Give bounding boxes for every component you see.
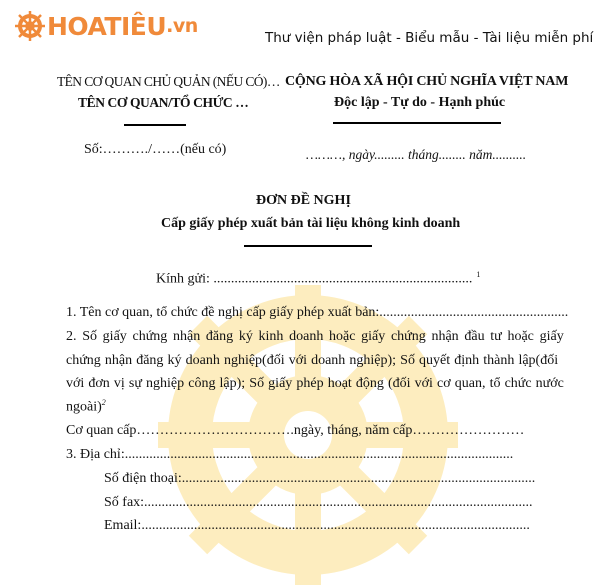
fax-line: Số fax:............................................................................................................... xyxy=(104,495,533,510)
ship-wheel-logo-icon xyxy=(15,11,45,41)
right-divider xyxy=(333,122,501,124)
logo-suffix: .vn xyxy=(166,15,198,37)
nation-title: CỘNG HÒA XÃ HỘI CHỦ NGHĨA VIỆT NAM xyxy=(285,74,569,89)
hoatieu-logo[interactable] xyxy=(15,11,198,41)
item-2-line-4 xyxy=(66,398,106,416)
address-line: 3. Địa chỉ:............................................................................................................... xyxy=(66,447,514,462)
site-tagline: Thư viện pháp luật - Biểu mẫu - Tài liệu miễn phí xyxy=(265,30,594,46)
item-2-line-2: chứng nhận đăng ký doanh nghiệp(đối với doanh nghiệp); Số quyết định thành lập(đối xyxy=(66,353,559,368)
footnote-2: 2 xyxy=(101,398,106,407)
title-divider xyxy=(244,245,372,247)
footnote-1: 1 xyxy=(476,270,481,279)
parent-agency: TÊN CƠ QUAN CHỦ QUẢN (NẾU CÓ)… xyxy=(57,74,280,89)
national-motto: Độc lập - Tự do - Hạnh phúc xyxy=(334,95,506,110)
form-title: ĐƠN ĐỀ NGHỊ xyxy=(256,193,351,208)
item-1: 1. Tên cơ quan, tổ chức đề nghị cấp giấy phép xuất bản:...................................................... xyxy=(66,305,569,320)
agency-name: TÊN CƠ QUAN/TỔ CHỨC … xyxy=(78,95,249,110)
item-2-line-1: 2. Số giấy chứng nhận đăng ký kinh doanh hoặc giấy chứng nhận đầu tư hoặc giấy xyxy=(66,329,564,344)
form-subtitle: Cấp giấy phép xuất bản tài liệu không kinh doanh xyxy=(161,216,461,231)
document-number: Số:………./……(nếu có) xyxy=(84,142,227,157)
logo-text: HOATIÊU xyxy=(47,11,167,41)
email-line: Email:............................................................................................................... xyxy=(104,518,530,533)
left-divider xyxy=(124,124,186,126)
phone-line: Số điện thoại:..................................................................................................... xyxy=(104,471,536,486)
issuer-line: Cơ quan cấp…………………………….ngày, tháng, năm cấp…………………… xyxy=(66,423,525,438)
date-line: ………, ngày......... tháng........ năm.......... xyxy=(306,147,527,162)
recipient-text: Kính gửi: .......................................................................... xyxy=(156,271,473,287)
recipient-line xyxy=(156,270,480,288)
item-2-line-3: với đơn vị sự nghiệp công lập); Số giấy phép hoạt động (đối với cơ quan, tổ chức nước xyxy=(66,376,564,391)
item-2-line-4-text: ngoài) xyxy=(66,399,102,415)
